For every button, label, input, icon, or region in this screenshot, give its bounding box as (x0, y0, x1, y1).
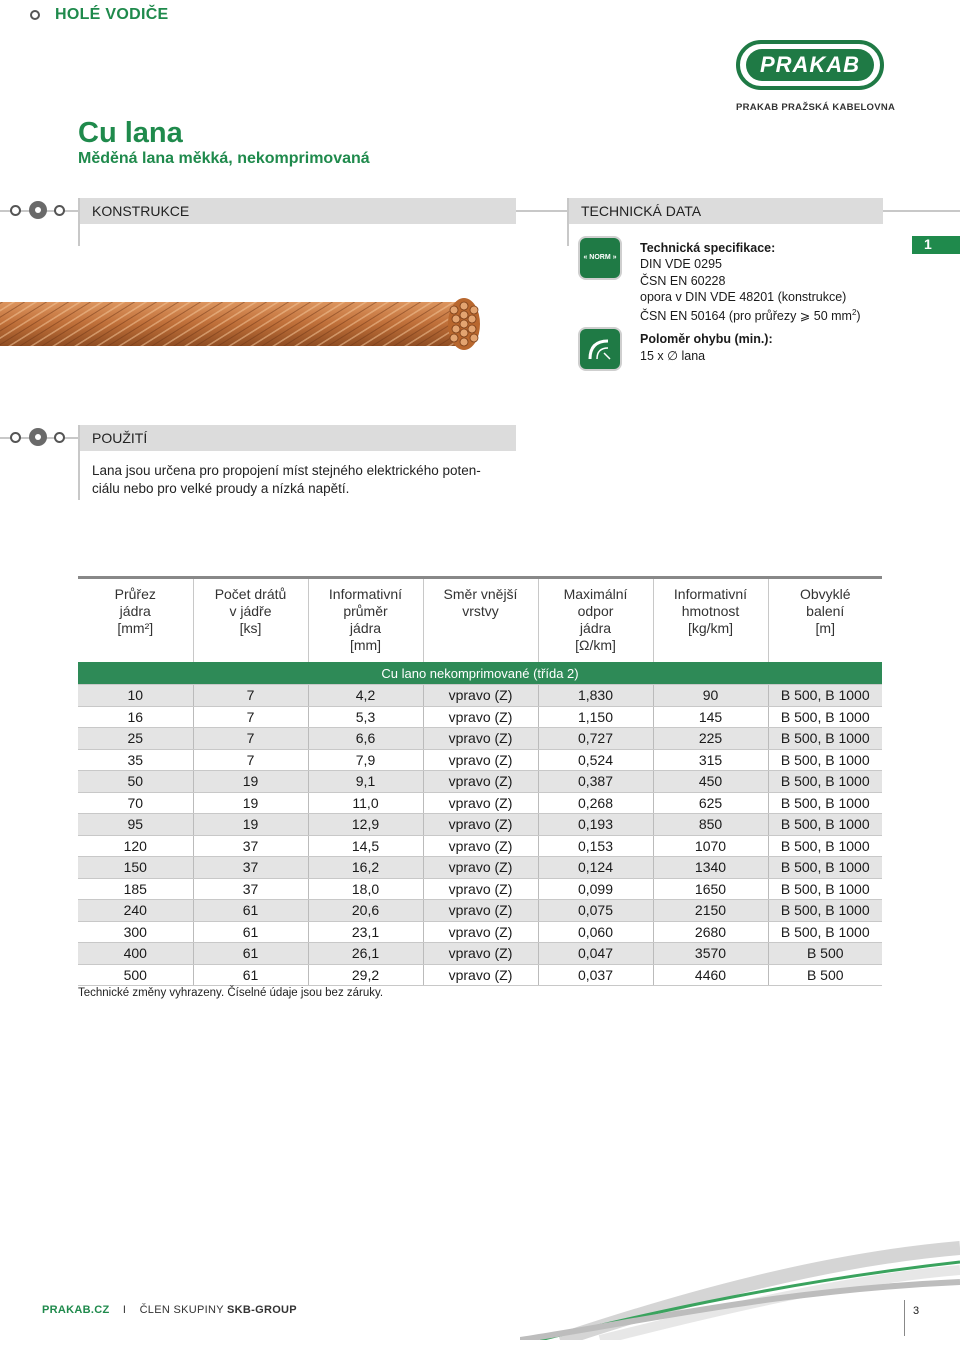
column-header-line: [mm²] (117, 620, 154, 636)
table-cell: 7 (193, 749, 308, 771)
table-cell: 0,193 (538, 814, 653, 836)
table-cell: 0,099 (538, 878, 653, 900)
table-cell: 1340 (653, 857, 768, 879)
bend-radius-info (640, 331, 773, 365)
table-cell: 5,3 (308, 706, 423, 728)
spec-line: ČSN EN 60228 (640, 273, 726, 288)
technical-side-line (567, 198, 569, 246)
table-cell: 0,727 (538, 728, 653, 750)
logo-text: PRAKAB (759, 52, 861, 77)
table-cell: 625 (653, 792, 768, 814)
table-cell: vpravo (Z) (423, 706, 538, 728)
table-cell: 1070 (653, 835, 768, 857)
table-cell: 850 (653, 814, 768, 836)
footer-group: SKB-GROUP (227, 1304, 297, 1316)
table-cell: 0,153 (538, 835, 653, 857)
bend-radius-icon (580, 329, 620, 369)
column-header-line: průměr (343, 603, 388, 619)
table-cell: 61 (193, 964, 308, 986)
table-cell: 61 (193, 943, 308, 965)
table-cell: 145 (653, 706, 768, 728)
table-cell: 70 (78, 792, 193, 814)
page-title: Cu lana (78, 117, 183, 149)
table-cell: 4460 (653, 964, 768, 986)
column-header-line: Obvyklé (799, 586, 851, 602)
table-row (78, 900, 882, 922)
connector-dot-big-icon (29, 428, 47, 446)
table-cell: vpravo (Z) (423, 835, 538, 857)
table-cell: B 500, B 1000 (768, 706, 882, 728)
table-cell: vpravo (Z) (423, 900, 538, 922)
table-cell: 12,9 (308, 814, 423, 836)
table-cell: 2680 (653, 921, 768, 943)
table-cell: vpravo (Z) (423, 814, 538, 836)
cable-spec-table (78, 576, 882, 986)
table-cell: 225 (653, 728, 768, 750)
table-cell: 29,2 (308, 964, 423, 986)
table-cell: 20,6 (308, 900, 423, 922)
column-header-line: hmotnost (681, 603, 740, 619)
spec-line: DIN VDE 0295 (640, 257, 722, 272)
table-cell: 0,060 (538, 921, 653, 943)
table-row (78, 771, 882, 793)
column-header (538, 578, 653, 663)
table-cell: 16,2 (308, 857, 423, 879)
table-row (78, 964, 882, 986)
page-tab-number: 1 (924, 236, 932, 252)
footer-site-link[interactable]: PRAKAB.CZ (42, 1304, 110, 1316)
construction-heading: KONSTRUKCE (92, 203, 190, 219)
table-cell: 3570 (653, 943, 768, 965)
column-header-line: [mm] (349, 637, 382, 653)
table-cell: 95 (78, 814, 193, 836)
spec-title: Technická specifikace: (640, 241, 776, 255)
table-cell: 10 (78, 685, 193, 707)
table-cell: 23,1 (308, 921, 423, 943)
table-cell: 9,1 (308, 771, 423, 793)
connector-dot-icon (10, 432, 21, 443)
table-cell: vpravo (Z) (423, 878, 538, 900)
column-header (768, 578, 882, 663)
table-cell: 19 (193, 771, 308, 793)
column-header (308, 578, 423, 663)
table-cell: 450 (653, 771, 768, 793)
table-cell: vpravo (Z) (423, 771, 538, 793)
page-subtitle: Měděná lana měkká, nekomprimovaná (78, 150, 370, 167)
table-cell: B 500, B 1000 (768, 792, 882, 814)
column-header (78, 578, 193, 663)
spec-line: opora v DIN VDE 48201 (konstrukce) (640, 289, 847, 304)
table-cell: B 500, B 1000 (768, 685, 882, 707)
table-cell: B 500 (768, 964, 882, 986)
norm-icon-label: « NORM » (583, 254, 617, 261)
column-header-line: [ks] (239, 620, 262, 636)
column-header-line: Informativní (328, 586, 403, 602)
column-header-line: v jádře (229, 603, 272, 619)
table-cell: 7 (193, 728, 308, 750)
table-cell: 185 (78, 878, 193, 900)
table-cell: 26,1 (308, 943, 423, 965)
column-header-line: vrstvy (462, 603, 499, 619)
group-label: Cu lano nekomprimované (třída 2) (78, 662, 882, 685)
table-cell: 0,075 (538, 900, 653, 922)
table-cell: 19 (193, 814, 308, 836)
table-cell: 19 (193, 792, 308, 814)
column-header-line: Počet drátů (214, 586, 287, 602)
table-cell: B 500, B 1000 (768, 771, 882, 793)
column-header-line: [m] (815, 620, 835, 636)
table-cell: B 500, B 1000 (768, 921, 882, 943)
table-cell: 37 (193, 857, 308, 879)
cable-strands-decoration (520, 1240, 960, 1340)
table-row (78, 706, 882, 728)
table-cell: 37 (193, 835, 308, 857)
logo-caption: PRAKAB PRAŽSKÁ KABELOVNA (736, 102, 896, 113)
connector-dot-icon (54, 205, 65, 216)
table-row (78, 857, 882, 879)
table-cell: vpravo (Z) (423, 749, 538, 771)
table-cell: 16 (78, 706, 193, 728)
table-cell: B 500, B 1000 (768, 749, 882, 771)
column-header-line: odpor (577, 603, 614, 619)
column-header (193, 578, 308, 663)
table-cell: 11,0 (308, 792, 423, 814)
table-cell: 400 (78, 943, 193, 965)
footer-member: ČLEN SKUPINY (139, 1304, 228, 1316)
page-tab (912, 236, 960, 254)
table-cell: B 500, B 1000 (768, 857, 882, 879)
usage-side-line (78, 425, 80, 500)
table-cell: 315 (653, 749, 768, 771)
construction-side-line (78, 198, 80, 246)
column-header-line: balení (806, 603, 845, 619)
table-cell: 7 (193, 685, 308, 707)
table-cell: 90 (653, 685, 768, 707)
table-cell: 300 (78, 921, 193, 943)
table-cell: 35 (78, 749, 193, 771)
table-cell: 6,6 (308, 728, 423, 750)
table-cell: 120 (78, 835, 193, 857)
footer (42, 1304, 297, 1316)
footer-page-divider (904, 1300, 905, 1336)
table-row (78, 814, 882, 836)
table-cell: 37 (193, 878, 308, 900)
table-cell: B 500, B 1000 (768, 814, 882, 836)
table-cell: B 500, B 1000 (768, 728, 882, 750)
table-cell: 0,524 (538, 749, 653, 771)
page-number: 3 (913, 1305, 920, 1317)
table-row (78, 728, 882, 750)
usage-text: Lana jsou určena pro propojení míst stejného elektrického poten- ciálu nebo pro velké proudy a nízká napětí. (92, 463, 481, 496)
column-header-line: [kg/km] (687, 620, 734, 636)
table-cell: vpravo (Z) (423, 728, 538, 750)
table-cell: 1,830 (538, 685, 653, 707)
bend-value: 15 x ∅ lana (640, 349, 706, 363)
table-cell: B 500, B 1000 (768, 900, 882, 922)
table-cell: 0,387 (538, 771, 653, 793)
footer-separator: I (122, 1304, 127, 1316)
bend-title: Poloměr ohybu (min.): (640, 332, 773, 346)
copper-cable-image (0, 296, 490, 356)
connector-dot-icon (54, 432, 65, 443)
table-cell: 0,124 (538, 857, 653, 879)
table-cell: vpravo (Z) (423, 685, 538, 707)
column-header-line: jádra (119, 603, 151, 619)
table-cell: B 500 (768, 943, 882, 965)
table-cell: 14,5 (308, 835, 423, 857)
connector-dot-icon (10, 205, 21, 216)
table-cell: 150 (78, 857, 193, 879)
section-header-title: HOLÉ VODIČE (55, 6, 169, 23)
table-cell: 25 (78, 728, 193, 750)
column-header-line: Průřez (114, 586, 156, 602)
column-header (653, 578, 768, 663)
column-header-line: jádra (349, 620, 382, 636)
prakab-logo (736, 40, 884, 90)
table-cell: 7 (193, 706, 308, 728)
column-header-line: jádra (579, 620, 612, 636)
table-cell: vpravo (Z) (423, 964, 538, 986)
usage-heading: POUŽITÍ (92, 430, 148, 446)
table-cell: vpravo (Z) (423, 921, 538, 943)
table-cell: 1650 (653, 878, 768, 900)
column-header-line: Informativní (673, 586, 748, 602)
table-cell: B 500, B 1000 (768, 878, 882, 900)
table-cell: B 500, B 1000 (768, 835, 882, 857)
table-cell: 0,268 (538, 792, 653, 814)
table-row (78, 921, 882, 943)
table-row (78, 835, 882, 857)
column-header-line: Směr vnější (443, 586, 518, 602)
table-row (78, 749, 882, 771)
table-cell: vpravo (Z) (423, 943, 538, 965)
column-header (423, 578, 538, 663)
table-cell: 0,047 (538, 943, 653, 965)
bullet-ring-icon (30, 10, 40, 20)
technical-heading: TECHNICKÁ DATA (581, 203, 702, 219)
table-cell: 500 (78, 964, 193, 986)
table-cell: 61 (193, 900, 308, 922)
table-cell: 61 (193, 921, 308, 943)
table-cell: 2150 (653, 900, 768, 922)
table-cell: vpravo (Z) (423, 857, 538, 879)
table-row (78, 878, 882, 900)
table-row (78, 792, 882, 814)
column-header-line: [Ω/km] (575, 637, 616, 653)
table-row (78, 685, 882, 707)
spec-line: ČSN EN 50164 (pro průřezy ⩾ 50 $mm^2$) (640, 308, 861, 324)
table-cell: 4,2 (308, 685, 423, 707)
disclaimer: Technické změny vyhrazeny. Číselné údaje jsou bez záruky. (78, 987, 384, 999)
norm-icon (580, 238, 620, 278)
group-row (78, 662, 882, 685)
table-cell: 7,9 (308, 749, 423, 771)
table-row (78, 943, 882, 965)
table-cell: 0,037 (538, 964, 653, 986)
table-cell: 1,150 (538, 706, 653, 728)
table-cell: 18,0 (308, 878, 423, 900)
table-cell: 50 (78, 771, 193, 793)
table-cell: vpravo (Z) (423, 792, 538, 814)
table-cell: 240 (78, 900, 193, 922)
connector-dot-big-icon (29, 201, 47, 219)
column-header-line: Maximální (563, 586, 628, 602)
technical-spec (640, 240, 861, 325)
